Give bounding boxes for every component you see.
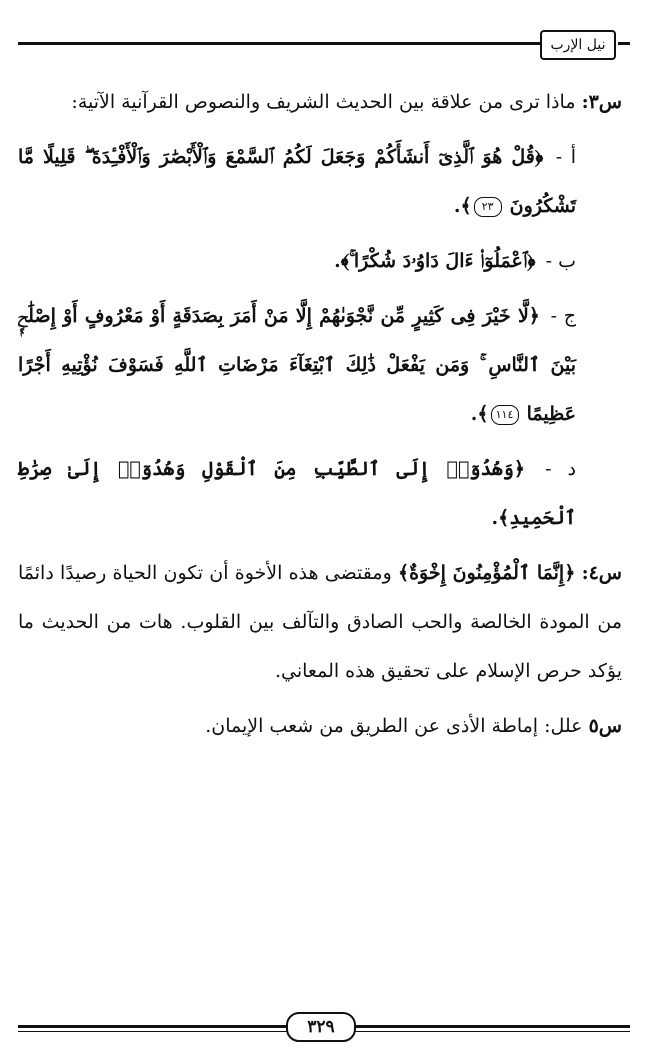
book-title: نيل الإرب [540,30,616,60]
item-c-ayah-number: ١١٤ [491,405,519,425]
question-3-item-d [18,445,622,543]
question-4-label: س٤: [581,562,622,584]
question-3-label: س٣: [581,91,622,113]
item-a-verse: ﴿قُلْ هُوَ ٱلَّذِىٓ أَنشَأَكُمْ وَجَعَلَ لَكُمُ ٱلسَّمْعَ وَٱلْأَبْصَٰرَ وَٱلْأَفْـِٔدَةَ ۖ قَلِيلًا مَّا تَشْكُرُونَ [18,146,576,217]
page-content [18,78,622,757]
question-3-text: ماذا ترى من علاقة بين الحديث الشريف والنصوص القرآنية الآتية: [71,91,576,113]
question-4-text: ومقتضى هذه الأخوة أن تكون الحياة رصيدًا دائمًا من المودة الخالصة والحب الصادق والتآلف بين القلوب. هات من الحديث ما يؤكد حرص الإسلام على تحقيق هذه المعاني. [18,562,622,682]
item-b-verse: ﴿ٱعْمَلُوٓا۟ ءَالَ دَاوُۥدَ شُكْرًا ۚ﴾. [334,250,536,272]
item-b-label: ب - [545,250,576,272]
item-d-label: د - [545,458,576,480]
question-3-item-c [18,292,622,439]
question-4-verse: ﴿إِنَّمَا ٱلْمُؤْمِنُونَ إِخْوَةٌ﴾ [397,562,576,584]
item-a-label: أ - [555,146,577,168]
question-3-item-b [18,237,622,286]
header-rule [18,42,540,45]
item-c-verse: ﴿لَّا خَيْرَ فِى كَثِيرٍ مِّن نَّجْوَىٰهُمْ إِلَّا مَنْ أَمَرَ بِصَدَقَةٍ أَوْ مَعْرُوفٍ أَوْ إِصْلَٰحٍۭ بَيْنَ ٱلنَّاسِ ۚ وَمَن يَفْعَلْ ذَٰلِكَ ٱبْتِغَآءَ مَرْضَاتِ ٱللَّهِ فَسَوْفَ نُؤْتِيهِ أَجْرًا عَظِيمًا [18,305,576,425]
question-3 [18,78,622,127]
item-a-ayah-number: ٢٣ [474,197,502,217]
question-4 [18,549,622,696]
item-d-verse: ﴿وَهُدُوٓا۟ إِلَى ٱلطَّيِّبِ مِنَ ٱلْقَوْلِ وَهُدُوٓا۟ إِلَىٰ صِرَٰطِ ٱلْحَمِيدِ﴾. [18,458,576,529]
item-a-verse-end: ﴾. [453,195,472,217]
page-number: ٣٢٩ [286,1012,356,1042]
page-header [18,32,630,60]
header-rule-end [618,42,630,45]
question-5-text: علل: إماطة الأذى عن الطريق من شعب الإيمان. [205,715,583,737]
question-5 [18,702,622,751]
page-footer [18,1012,630,1042]
question-5-label: س٥ [588,715,622,737]
item-c-verse-end: ﴾. [470,403,489,425]
item-c-label: ج - [550,305,576,327]
question-3-item-a [18,133,622,231]
